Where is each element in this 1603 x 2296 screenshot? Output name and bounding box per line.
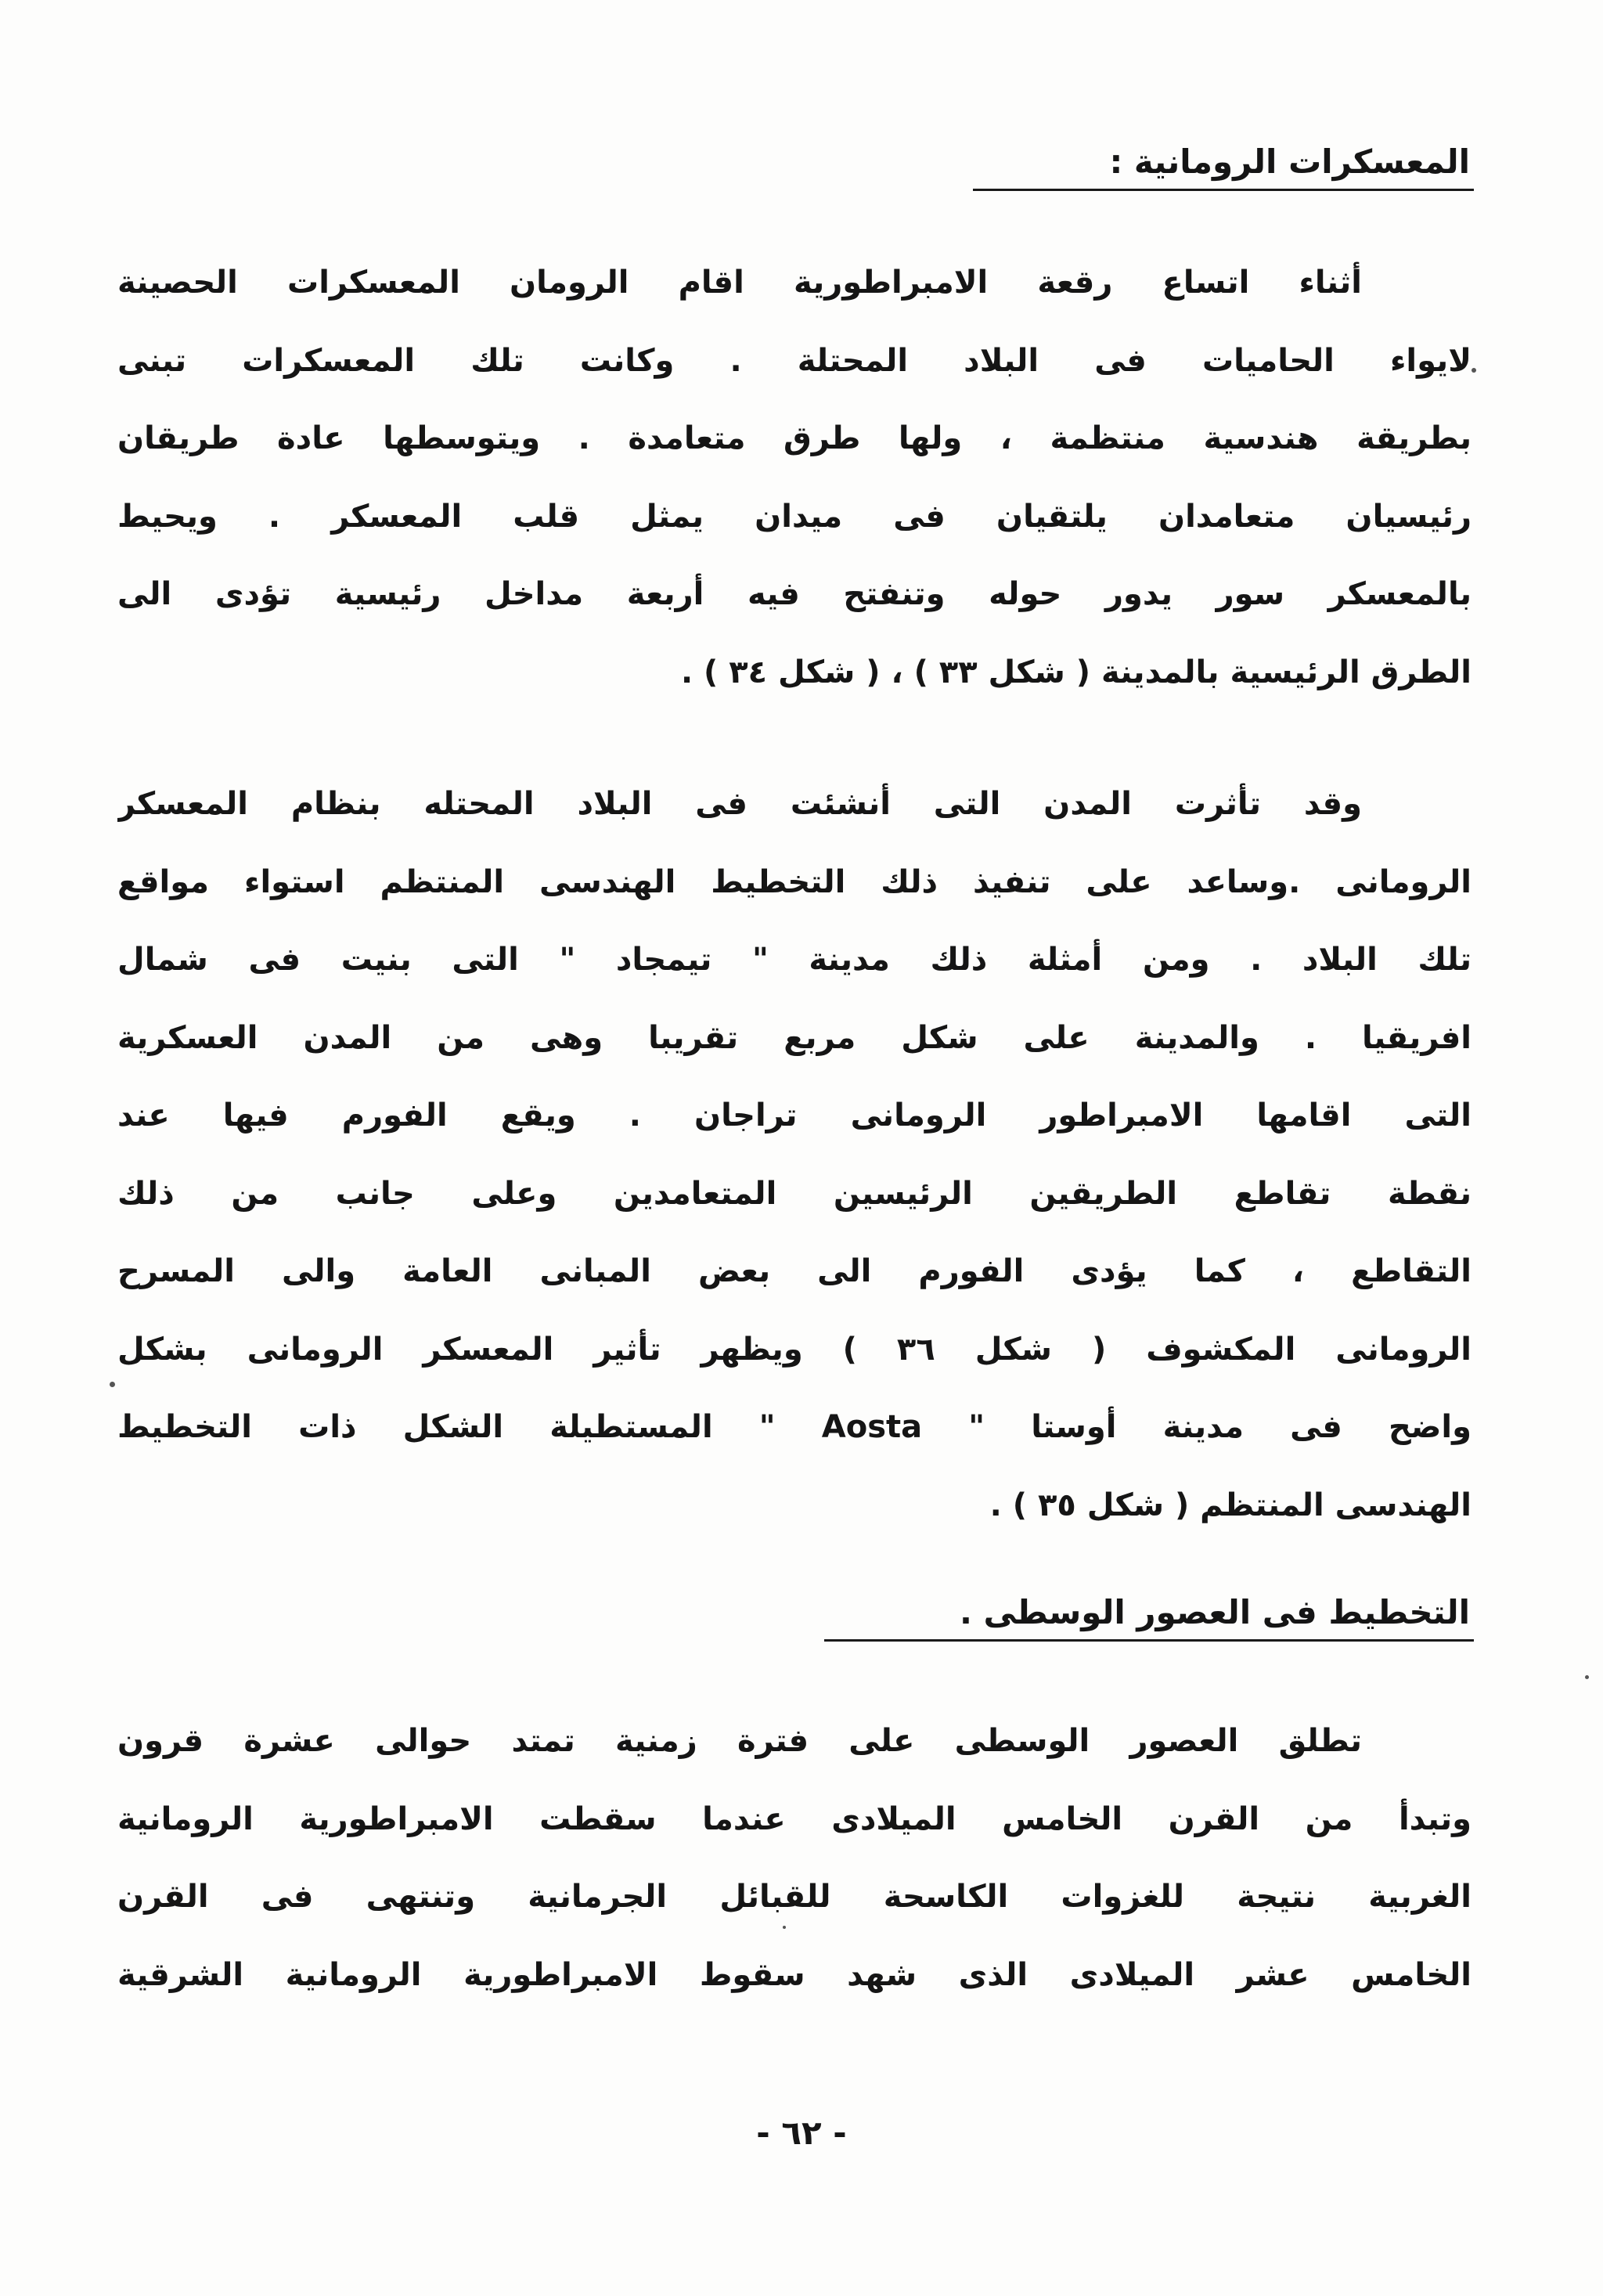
text-line: لايواء الحاميات فى البلاد المحتلة . وكانت تلك المعسكرات تبنى xyxy=(117,342,1472,379)
text-line: وقد تأثرت المدن التى أنشئت فى البلاد المحتله بنظام المعسكر xyxy=(117,786,1362,822)
text-line: التقاطع ، كما يؤدى الفورم الى بعض المبانى العامة والى المسرح xyxy=(117,1253,1472,1289)
text-line: الرومانى .وساعد على تنفيذ ذلك التخطيط الهندسى المنتظم استواء مواقع xyxy=(117,863,1472,900)
section-heading-roman-camps xyxy=(973,142,1470,191)
text-line: واضح فى مدينة أوستا " Aosta " المستطيلة الشكل ذات التخطيط xyxy=(117,1409,1472,1445)
heading-text: المعسكرات الرومانية : xyxy=(1109,142,1470,181)
text-line: التى اقامها الامبراطور الرومانى تراجان . ويقع الفورم فيها عند xyxy=(117,1098,1472,1134)
text-line: الهندسى المنتظم ( شكل ٣٥ ) . xyxy=(989,1487,1472,1523)
paragraph-roman-camps xyxy=(117,244,1472,712)
page-number: - ٦٢ - xyxy=(756,2114,847,2152)
paragraph-middle-ages xyxy=(117,1703,1472,2014)
text-line: الرومانى المكشوف ( شكل ٣٦ ) ويظهر تأثير المعسكر الرومانى بشكل xyxy=(117,1331,1472,1368)
text-line: بطريقة هندسية منتظمة ، ولها طرق متعامدة . ويتوسطها عادة طريقان xyxy=(117,420,1472,456)
heading-underline xyxy=(824,1639,1474,1642)
scan-speck xyxy=(1585,1675,1589,1679)
text-line: بالمعسكر سور يدور حوله وتنفتح فيه أربعة مداخل رئيسية تؤدى الى xyxy=(117,576,1472,612)
text-line: تلك البلاد . ومن أمثلة ذلك مدينة " تيمجاد " التى بنيت فى شمال xyxy=(117,942,1472,978)
heading-underline xyxy=(973,189,1474,191)
paragraph-city-influence xyxy=(117,766,1472,1544)
text-line: الغربية نتيجة للغزوات الكاسحة للقبائل الجرمانية وتنتهى فى القرن xyxy=(117,1879,1472,1915)
section-heading-middle-ages xyxy=(824,1593,1470,1642)
text-line: الطرق الرئيسية بالمدينة ( شكل ٣٣ ) ، ( شكل ٣٤ ) . xyxy=(680,654,1472,690)
scan-speck xyxy=(1472,368,1476,373)
heading-text: التخطيط فى العصور الوسطى . xyxy=(959,1593,1470,1631)
text-line: وتبدأ من القرن الخامس الميلادى عندما سقطت الامبراطورية الرومانية xyxy=(117,1800,1472,1837)
text-line: أثناء اتساع رقعة الامبراطورية اقام الرومان المعسكرات الحصينة xyxy=(117,265,1362,301)
text-line: نقطة تقاطع الطريقين الرئيسين المتعامدين وعلى جانب من ذلك xyxy=(117,1175,1472,1212)
text-line: افريقيا . والمدينة على شكل مربع تقريبا وهى من المدن العسكرية xyxy=(117,1019,1472,1056)
text-line: الخامس عشر الميلادى الذى شهد سقوط الامبراطورية الرومانية الشرقية xyxy=(117,1956,1472,1993)
text-line: رئيسيان متعامدان يلتقيان فى ميدان يمثل قلب المعسكر . ويحيط xyxy=(117,498,1472,535)
scan-speck xyxy=(783,1926,786,1929)
text-line: تطلق العصور الوسطى على فترة زمنية تمتد حوالى عشرة قرون xyxy=(117,1723,1362,1759)
scan-speck xyxy=(110,1382,115,1387)
